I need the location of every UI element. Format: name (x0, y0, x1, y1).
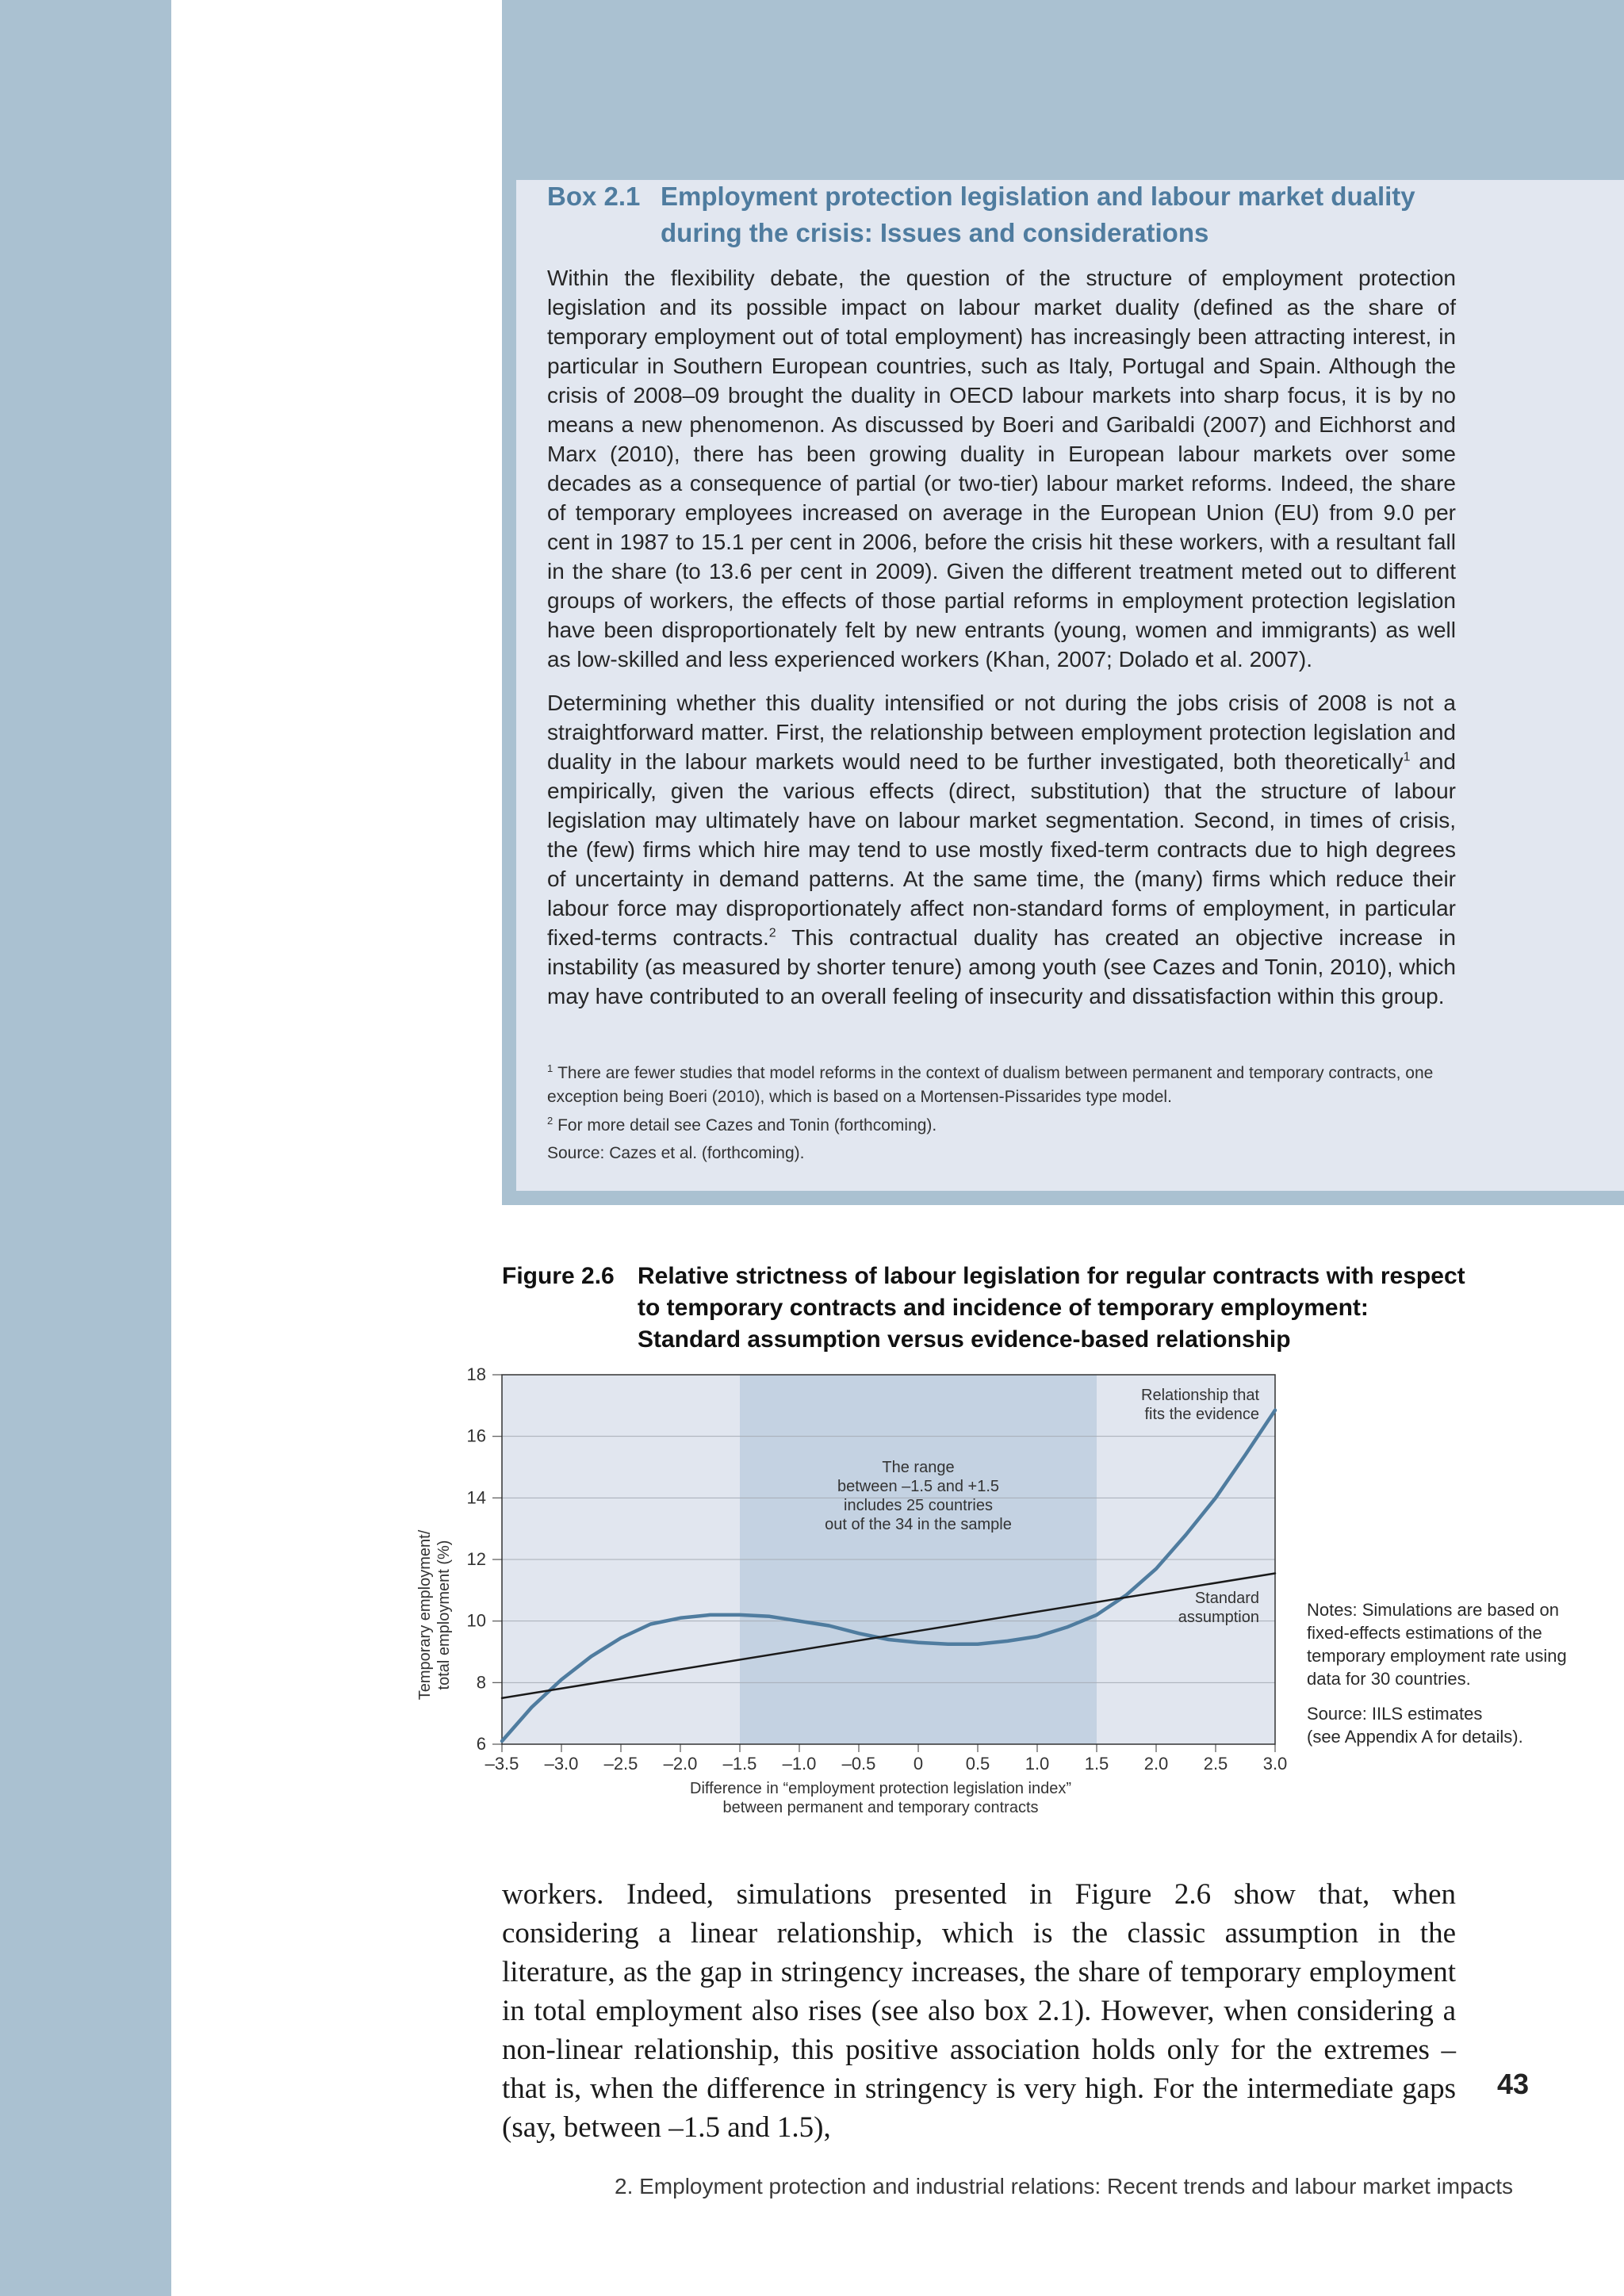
box-paragraph-2 (547, 688, 1456, 1011)
figure-title-line-2: to temporary contracts and incidence of temporary employment: (638, 1295, 1369, 1321)
x-tick-label: –3.0 (544, 1754, 579, 1774)
x-tick-label: 0 (913, 1754, 924, 1774)
footnote-2 (547, 1109, 1456, 1138)
body-paragraph: workers. Indeed, simulations presented in Figure 2.6 show that, when considering a linear relationship, which is the classic assumption in the literature, as the gap in stringency increases, the share of temporary employment in total employment also rises (see also box 2.1). However, when considering a non-linear relationship, this positive association holds only for the extremes – that is, when the difference in stringency is very high. For the intermediate gaps (say, between –1.5 and 1.5), (502, 1878, 1456, 2144)
range-annotation-line: The range (882, 1459, 955, 1476)
figure-notes-text: Notes: Simulations are based on fixed-effects estimations of the temporary employment rate using data for 30 countries. (1307, 1600, 1567, 1689)
standard-annotation-line: assumption (1178, 1609, 1259, 1626)
x-tick-label: 1.5 (1084, 1754, 1109, 1774)
x-tick-label: –0.5 (841, 1754, 876, 1774)
x-tick-label: –1.5 (722, 1754, 757, 1774)
range-annotation-line: between –1.5 and +1.5 (837, 1478, 1000, 1495)
x-tick-label: –3.5 (485, 1754, 519, 1774)
figure-source-line-2: (see Appendix A for details). (1307, 1727, 1523, 1747)
figure-number: Figure 2.6 (502, 1263, 615, 1289)
range-annotation-line: out of the 34 in the sample (825, 1516, 1012, 1533)
x-tick-label: 2.0 (1143, 1754, 1169, 1774)
y-tick-label: 8 (476, 1672, 486, 1693)
para2-part-c: This contractual duality has created an objective increase in instability (as measured by shorter tenure) among youth (see Cazes and Tonin, 2010), which may have contributed to an overall feeling of insecurity and dissatisfaction within this group. (547, 925, 1456, 1008)
y-tick-label: 12 (466, 1549, 486, 1569)
figure-title-line-1: Relative strictness of labour legislation for regular contracts with respect (638, 1263, 1465, 1289)
y-axis-label-line-2: total employment (%) (435, 1540, 453, 1690)
figure-title (502, 1261, 1533, 1356)
y-tick-label: 14 (466, 1487, 486, 1508)
figure-notes (1307, 1598, 1592, 1760)
figure-title-line-3: Standard assumption versus evidence-based relationship (638, 1326, 1291, 1353)
para2-part-a: Determining whether this duality intensified or not during the jobs crisis of 2008 is not a straightforward matter. First, the relationship between employment protection legislation and duality in the labour markets would need to be further investigated, both theoretically (547, 691, 1456, 774)
y-tick-label: 18 (466, 1364, 486, 1384)
evidence-annotation-line: Relationship that (1141, 1387, 1259, 1404)
footnote-2-text: For more detail see Cazes and Tonin (forthcoming). (557, 1116, 937, 1135)
x-axis-label-line-1: Difference in “employment protection legislation index” (690, 1780, 1071, 1797)
range-annotation-line: includes 25 countries (844, 1497, 993, 1514)
x-tick-label: 3.0 (1262, 1754, 1288, 1774)
x-tick-label: 0.5 (965, 1754, 990, 1774)
box-title-line-1: Employment protection legislation and labour market duality (661, 182, 1415, 211)
x-tick-label: –2.5 (603, 1754, 638, 1774)
y-axis-label-line-1: Temporary employment/ (416, 1529, 434, 1701)
y-tick-label: 6 (476, 1734, 486, 1754)
page-number: 43 (1497, 2068, 1530, 2100)
figure-source-line-1: Source: IILS estimates (1307, 1704, 1483, 1724)
box-body (547, 263, 1456, 1025)
x-tick-label: –2.0 (663, 1754, 698, 1774)
footnote-2-mark: 2 (547, 1115, 553, 1127)
left-margin-band (0, 0, 171, 2296)
para2-part-b: and empirically, given the various effects (direct, substitution) that the structure of labour legislation may ultimately have on labour market segmentation. Second, in times of crisis, the (few) firms which hire may tend to use mostly fixed-term contracts due to high degrees of uncertainty in demand patterns. At the same time, the (many) firms which reduce their labour force may disproportionately affect non-standard forms of employment, in particular fixed-terms contracts. (547, 749, 1456, 950)
x-axis-label-line-2: between permanent and temporary contracts (722, 1799, 1039, 1816)
footnote-1-text: There are fewer studies that model reforms in the context of dualism between permanent and temporary contracts, one exception being Boeri (2010), which is based on a Mortensen-Pissarides type model. (547, 1064, 1434, 1106)
y-tick-label: 10 (466, 1610, 486, 1631)
x-tick-label: 2.5 (1203, 1754, 1228, 1774)
footnote-1 (547, 1057, 1456, 1109)
running-footer: 2. Employment protection and industrial relations: Recent trends and labour market impacts (615, 2174, 1514, 2198)
box-paragraph-1: Within the flexibility debate, the question of the structure of employment protection legislation and its possible impact on labour market duality (defined as the share of temporary employment out of total employment) has increasingly been attracting interest, in particular in Southern European countries, such as Italy, Portugal and Spain. Although the crisis of 2008–09 brought the duality in OECD labour markets into sharp focus, it is by no means a new phenomenon. As discussed by Boeri and Garibaldi (2007) and Eichhorst and Marx (2010), there has been growing duality in European labour markets over some decades as a consequence of partial (or two-tier) labour market reforms. Indeed, the share of temporary employees increased on average in the European Union (EU) from 9.0 per cent in 1987 to 15.1 per cent in 2006, before the crisis hit these workers, with a resultant fall in the share (to 13.6 per cent in 2009). Given the different treatment meted out to different groups of workers, the effects of those partial reforms in employment protection legislation have been disproportionately felt by new entrants (young, women and immigrants) as well as low-skilled and less experienced workers (Khan, 2007; Dolado et al. 2007). (547, 266, 1456, 672)
box-title-line-2: during the crisis: Issues and considerations (661, 218, 1209, 247)
box-source: Source: Cazes et al. (forthcoming). (547, 1144, 805, 1162)
footnote-ref-2[interactable]: 2 (768, 926, 776, 940)
box-footnotes (547, 1057, 1456, 1138)
figure-source (1307, 1702, 1592, 1748)
standard-annotation-line: Standard (1194, 1590, 1259, 1607)
footnote-1-mark: 1 (547, 1062, 553, 1074)
y-tick-label: 16 (466, 1425, 486, 1446)
x-tick-label: 1.0 (1025, 1754, 1050, 1774)
box-number: Box 2.1 (547, 182, 641, 211)
box-title (547, 178, 1499, 251)
figure-chart (396, 1348, 1308, 1823)
footnote-ref-1[interactable]: 1 (1403, 750, 1411, 764)
x-tick-label: –1.0 (782, 1754, 817, 1774)
evidence-annotation-line: fits the evidence (1144, 1406, 1259, 1423)
